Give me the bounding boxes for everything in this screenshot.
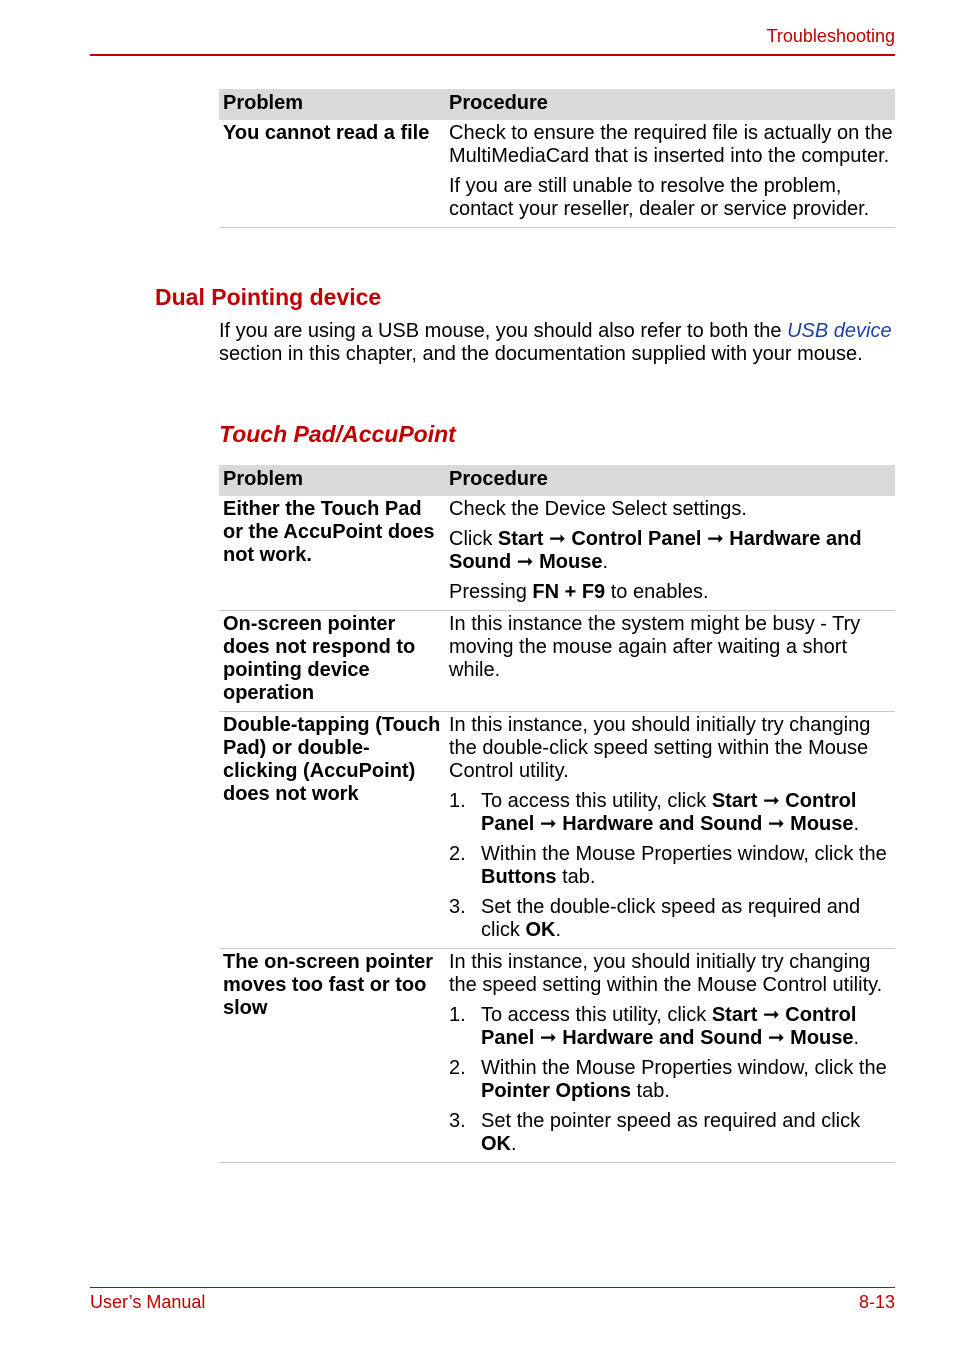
procedure-text: In this instance, you should initially try changing the double-click speed setting within the Mouse Control utility. (449, 714, 871, 782)
menu-term: Control Panel (571, 528, 702, 550)
table-row (219, 949, 895, 1163)
arrow-icon: ➞ (539, 1027, 557, 1049)
intro-text: section in this chapter, and the documentation supplied with your mouse. (219, 343, 863, 365)
subsection-heading: Touch Pad/AccuPoint (219, 421, 456, 447)
step-number: 2. (449, 1057, 466, 1079)
arrow-icon: ➞ (516, 551, 534, 573)
menu-term: Control Panel (481, 1004, 857, 1049)
arrow-icon: ➞ (549, 528, 566, 550)
table-row (219, 120, 895, 228)
table-header-row (219, 89, 895, 120)
running-header: Troubleshooting (766, 26, 895, 46)
intro-text: If you are using a USB mouse, you should also refer to both the (219, 320, 788, 342)
col-problem-header: Problem (219, 465, 445, 496)
menu-term: Pointer Options (481, 1080, 631, 1102)
step-number: 3. (449, 1110, 466, 1132)
menu-term: Control Panel (481, 790, 857, 835)
procedure-text: Check the Device Select settings. (449, 498, 747, 520)
menu-term: Hardware and Sound (449, 528, 862, 573)
col-problem-header: Problem (219, 89, 445, 120)
arrow-icon: ➞ (539, 813, 557, 835)
menu-term: OK (481, 1133, 511, 1155)
list-item (449, 896, 895, 942)
step-number: 3. (449, 896, 466, 918)
list-item (449, 1057, 895, 1103)
header-rule (90, 54, 895, 56)
procedure-cell (445, 949, 895, 1163)
arrow-icon: ➞ (767, 813, 785, 835)
pointing-troubleshoot-table (219, 465, 895, 1163)
section-heading: Dual Pointing device (155, 284, 382, 310)
list-item (449, 843, 895, 889)
menu-term: Hardware and Sound (562, 813, 763, 835)
menu-term: Start (711, 1004, 758, 1026)
usb-device-link[interactable]: USB device (787, 320, 892, 342)
card-troubleshoot-table (219, 89, 895, 228)
problem-cell: You cannot read a file (219, 120, 445, 228)
text-fragment: To access this utility, click (481, 1004, 712, 1026)
arrow-icon: ➞ (706, 528, 724, 550)
text-fragment: Within the Mouse Properties window, click the (481, 1057, 887, 1079)
text-fragment: tab. (556, 866, 596, 888)
steps-list (449, 1004, 895, 1156)
col-procedure-header: Procedure (445, 465, 895, 496)
procedure-text: Check to ensure the required file is actually on the MultiMediaCard that is inserted into the computer. (449, 122, 893, 167)
text-fragment: Set the double-click speed as required and click (481, 896, 861, 941)
col-procedure-header: Procedure (445, 89, 895, 120)
menu-term: Buttons (481, 866, 557, 888)
text-fragment: Click (449, 528, 498, 550)
steps-list (449, 790, 895, 942)
step-number: 1. (449, 790, 466, 812)
menu-term: Mouse (539, 551, 603, 573)
intro-paragraph (219, 320, 895, 366)
procedure-text: If you are still unable to resolve the problem, contact your reseller, dealer or service provider. (449, 175, 870, 220)
footer-rule (90, 1287, 895, 1288)
procedure-cell (445, 712, 895, 949)
procedure-text (449, 528, 895, 574)
step-number: 1. (449, 1004, 466, 1026)
table-header-row (219, 465, 895, 496)
table-row (219, 712, 895, 949)
text-fragment: . (602, 551, 609, 573)
procedure-cell (445, 611, 895, 712)
arrow-icon: ➞ (762, 1004, 780, 1026)
menu-term: Start (711, 790, 758, 812)
procedure-text (449, 581, 895, 604)
text-fragment: tab. (631, 1080, 670, 1102)
text-fragment: to enables. (605, 581, 709, 603)
menu-term: Mouse (790, 813, 854, 835)
text-fragment: . (853, 1027, 860, 1049)
procedure-cell (445, 496, 895, 611)
text-fragment: Within the Mouse Properties window, click the (481, 843, 887, 865)
text-fragment: . (853, 813, 860, 835)
list-item (449, 790, 895, 836)
key-combo: FN + F9 (532, 581, 606, 603)
procedure-text: In this instance the system might be busy - Try moving the mouse again after waiting a short while. (449, 613, 861, 681)
menu-term: Mouse (790, 1027, 854, 1049)
text-fragment: . (555, 919, 562, 941)
menu-term: Start (497, 528, 544, 550)
footer-manual-title: User’s Manual (90, 1292, 206, 1312)
step-number: 2. (449, 843, 466, 865)
table-row (219, 611, 895, 712)
procedure-text: In this instance, you should initially try changing the speed setting within the Mouse Control utility. (449, 951, 883, 996)
text-fragment: . (511, 1133, 517, 1155)
menu-term: OK (525, 919, 556, 941)
problem-cell: On-screen pointer does not respond to pointing device operation (219, 611, 445, 712)
problem-cell: Either the Touch Pad or the AccuPoint does not work. (219, 496, 445, 611)
table-row (219, 496, 895, 611)
arrow-icon: ➞ (762, 790, 780, 812)
text-fragment: Pressing (449, 581, 533, 603)
menu-term: Hardware and Sound (562, 1027, 763, 1049)
list-item (449, 1110, 895, 1156)
arrow-icon: ➞ (767, 1027, 785, 1049)
page-number: 8-13 (858, 1292, 895, 1312)
text-fragment: Set the pointer speed as required and click (481, 1110, 861, 1132)
problem-cell: Double-tapping (Touch Pad) or double-clicking (AccuPoint) does not work (219, 712, 445, 949)
text-fragment: To access this utility, click (481, 790, 712, 812)
list-item (449, 1004, 895, 1050)
problem-cell: The on-screen pointer moves too fast or too slow (219, 949, 445, 1163)
procedure-cell (445, 120, 895, 228)
